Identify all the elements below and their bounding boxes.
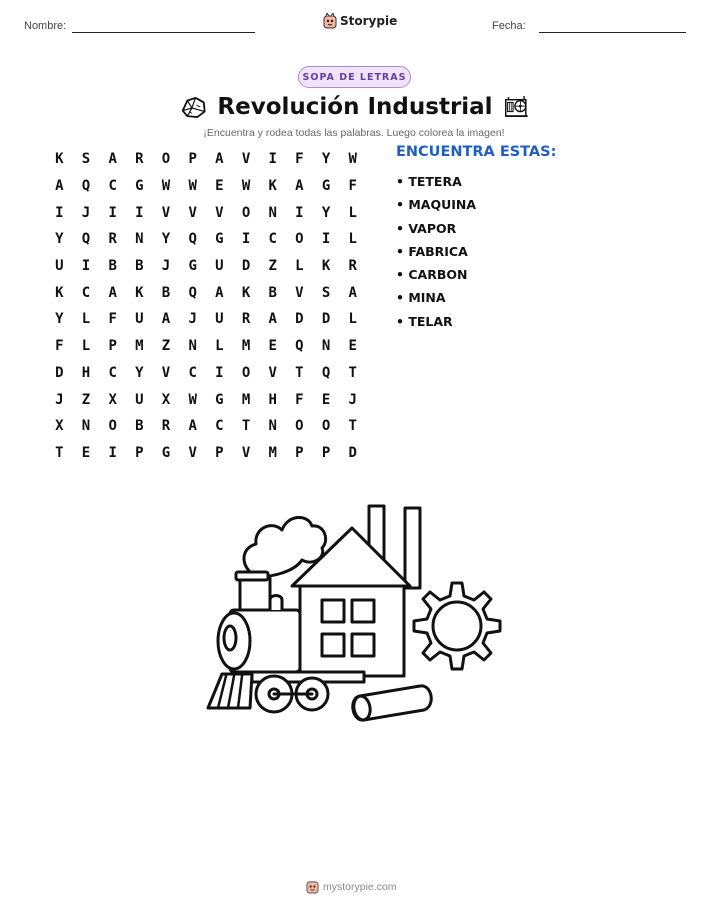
grid-cell[interactable]: K bbox=[135, 284, 144, 301]
grid-cell[interactable]: A bbox=[348, 284, 357, 301]
grid-row bbox=[46, 306, 366, 333]
storypie-logo-icon bbox=[306, 879, 319, 894]
grid-cell[interactable]: K bbox=[321, 258, 331, 275]
grid-cell[interactable]: B bbox=[161, 284, 171, 301]
grid-cell[interactable]: W bbox=[161, 178, 171, 195]
word-item: • CARBON bbox=[396, 267, 468, 283]
grid-cell[interactable]: L bbox=[81, 338, 91, 355]
grid-cell[interactable]: V bbox=[188, 444, 197, 461]
grid-cell[interactable]: N bbox=[188, 338, 197, 355]
grid-cell[interactable]: R bbox=[241, 311, 251, 328]
grid-row bbox=[46, 333, 366, 360]
grid-cell[interactable]: E bbox=[81, 444, 91, 461]
grid-cell[interactable]: J bbox=[81, 204, 91, 221]
date-line[interactable] bbox=[539, 32, 686, 33]
grid-cell[interactable]: J bbox=[188, 311, 197, 328]
grid-cell[interactable]: G bbox=[215, 391, 224, 408]
grid-row bbox=[46, 413, 366, 440]
word-item: • TETERA bbox=[396, 174, 462, 189]
grid-cell[interactable]: B bbox=[268, 284, 277, 301]
grid-cell[interactable]: U bbox=[55, 258, 64, 275]
grid-cell[interactable]: L bbox=[348, 311, 357, 328]
grid-cell[interactable]: Y bbox=[135, 364, 144, 381]
loom-icon bbox=[503, 93, 530, 121]
grid-cell[interactable]: D bbox=[295, 311, 304, 328]
grid-cell[interactable]: G bbox=[161, 444, 171, 461]
grid-cell[interactable]: Z bbox=[268, 258, 277, 275]
grid-cell[interactable]: B bbox=[108, 258, 117, 275]
grid-cell[interactable]: O bbox=[161, 151, 171, 168]
brand-name: Storypie bbox=[340, 14, 398, 28]
grid-cell[interactable]: F bbox=[295, 151, 304, 168]
grid-cell[interactable]: S bbox=[321, 284, 331, 301]
grid-cell[interactable]: X bbox=[55, 418, 64, 435]
grid-cell[interactable]: Y bbox=[321, 151, 331, 168]
grid-cell[interactable]: R bbox=[161, 418, 171, 435]
word-search-grid bbox=[46, 146, 366, 466]
grid-cell[interactable]: N bbox=[268, 204, 277, 221]
grid-cell[interactable]: C bbox=[81, 284, 91, 301]
grid-cell[interactable]: F bbox=[108, 311, 117, 328]
grid-cell[interactable]: F bbox=[295, 391, 304, 408]
grid-cell[interactable]: T bbox=[348, 418, 357, 435]
grid-cell[interactable]: I bbox=[295, 204, 304, 221]
grid-cell[interactable]: P bbox=[295, 444, 304, 461]
grid-row bbox=[46, 279, 366, 306]
chimney-right bbox=[405, 508, 420, 588]
grid-cell[interactable]: V bbox=[188, 204, 197, 221]
grid-cell[interactable]: V bbox=[161, 364, 171, 381]
word-item: • MINA bbox=[396, 290, 446, 306]
grid-cell[interactable]: S bbox=[81, 151, 91, 168]
name-label: Nombre: bbox=[24, 20, 67, 32]
grid-cell[interactable]: R bbox=[348, 258, 357, 275]
word-item: • FABRICA bbox=[396, 243, 468, 259]
grid-cell[interactable]: L bbox=[295, 258, 304, 275]
grid-cell[interactable]: P bbox=[215, 444, 224, 461]
word-list bbox=[396, 170, 476, 333]
grid-cell[interactable]: N bbox=[321, 338, 331, 355]
grid-cell[interactable]: P bbox=[321, 444, 331, 461]
grid-cell[interactable]: Y bbox=[55, 231, 64, 248]
grid-cell[interactable]: D bbox=[321, 311, 331, 328]
grid-cell[interactable]: I bbox=[108, 204, 117, 221]
grid-cell[interactable]: W bbox=[241, 178, 251, 195]
gear bbox=[414, 583, 500, 669]
grid-row bbox=[46, 226, 366, 253]
grid-cell[interactable]: I bbox=[81, 258, 91, 275]
storypie-logo-icon bbox=[323, 13, 337, 29]
grid-cell[interactable]: J bbox=[55, 391, 64, 408]
title-row bbox=[180, 89, 530, 125]
grid-cell[interactable]: X bbox=[108, 391, 117, 408]
grid-cell[interactable]: K bbox=[241, 284, 251, 301]
grid-cell[interactable]: J bbox=[348, 391, 357, 408]
grid-cell[interactable]: K bbox=[55, 151, 64, 168]
grid-cell[interactable]: Q bbox=[188, 231, 197, 248]
grid-cell[interactable]: A bbox=[268, 311, 277, 328]
grid-cell[interactable]: V bbox=[241, 444, 251, 461]
grid-cell[interactable]: U bbox=[135, 391, 144, 408]
grid-cell[interactable]: Z bbox=[161, 338, 171, 355]
grid-cell[interactable]: C bbox=[108, 364, 117, 381]
grid-cell[interactable]: A bbox=[215, 151, 224, 168]
grid-cell[interactable]: T bbox=[348, 364, 357, 381]
grid-cell[interactable]: V bbox=[295, 284, 304, 301]
grid-cell[interactable]: I bbox=[268, 151, 277, 168]
grid-cell[interactable]: A bbox=[295, 178, 304, 195]
grid-cell[interactable]: C bbox=[108, 178, 117, 195]
grid-cell[interactable]: G bbox=[135, 178, 144, 195]
grid-cell[interactable]: V bbox=[161, 204, 171, 221]
grid-cell[interactable]: R bbox=[135, 151, 144, 168]
grid-cell[interactable]: L bbox=[348, 231, 357, 248]
grid-cell[interactable]: Z bbox=[81, 391, 91, 408]
grid-cell[interactable]: E bbox=[215, 178, 224, 195]
grid-cell[interactable]: F bbox=[55, 338, 64, 355]
grid-cell[interactable]: Q bbox=[81, 231, 91, 248]
grid-cell[interactable]: H bbox=[81, 364, 91, 381]
activity-badge: SOPA DE LETRAS bbox=[298, 66, 411, 88]
grid-cell[interactable]: T bbox=[295, 364, 304, 381]
grid-cell[interactable]: M bbox=[241, 391, 251, 408]
grid-cell[interactable]: K bbox=[268, 178, 277, 195]
locomotive-cab bbox=[240, 578, 270, 610]
grid-cell[interactable]: X bbox=[161, 391, 171, 408]
word-list-title: ENCUENTRA ESTAS: bbox=[396, 144, 557, 160]
grid-cell[interactable]: G bbox=[321, 178, 331, 195]
instructions: ¡Encuentra y rodea todas las palabras. Luego colorea la imagen! bbox=[203, 127, 505, 139]
grid-cell[interactable]: P bbox=[108, 338, 117, 355]
page-title: Revolución Industrial bbox=[217, 94, 493, 120]
grid-cell[interactable]: O bbox=[108, 418, 117, 435]
grid-cell[interactable]: Q bbox=[81, 178, 91, 195]
grid-cell[interactable]: C bbox=[215, 418, 224, 435]
grid-cell[interactable]: O bbox=[321, 418, 331, 435]
grid-row bbox=[46, 173, 366, 200]
grid-cell[interactable]: I bbox=[215, 364, 224, 381]
industrial-revolution-illustration bbox=[200, 488, 510, 728]
grid-cell[interactable]: N bbox=[135, 231, 144, 248]
grid-cell[interactable]: M bbox=[135, 338, 144, 355]
grid-cell[interactable]: M bbox=[268, 444, 277, 461]
grid-cell[interactable]: I bbox=[241, 231, 251, 248]
grid-cell[interactable]: U bbox=[215, 258, 224, 275]
grid-row bbox=[46, 360, 366, 387]
grid-cell[interactable]: D bbox=[241, 258, 251, 275]
grid-row bbox=[46, 440, 366, 467]
grid-cell[interactable]: C bbox=[188, 364, 197, 381]
grid-cell[interactable]: Q bbox=[321, 364, 331, 381]
grid-cell[interactable]: V bbox=[268, 364, 277, 381]
name-line[interactable] bbox=[72, 32, 255, 33]
grid-cell[interactable]: B bbox=[135, 258, 144, 275]
grid-cell[interactable]: Y bbox=[321, 204, 331, 221]
grid-cell[interactable]: I bbox=[55, 204, 64, 221]
grid-cell[interactable]: N bbox=[81, 418, 91, 435]
grid-cell[interactable]: A bbox=[161, 311, 171, 328]
grid-cell[interactable]: I bbox=[321, 231, 331, 248]
grid-cell[interactable]: I bbox=[135, 204, 144, 221]
grid-cell[interactable]: W bbox=[348, 151, 357, 168]
grid-cell[interactable]: D bbox=[55, 364, 64, 381]
grid-cell[interactable]: L bbox=[81, 311, 91, 328]
grid-cell[interactable]: E bbox=[268, 338, 277, 355]
date-label: Fecha: bbox=[492, 20, 526, 32]
grid-cell[interactable]: Q bbox=[295, 338, 304, 355]
grid-cell[interactable]: M bbox=[241, 338, 251, 355]
grid-cell[interactable]: K bbox=[55, 284, 64, 301]
grid-cell[interactable]: B bbox=[135, 418, 144, 435]
footer-url[interactable]: mystorypie.com bbox=[323, 880, 397, 893]
grid-cell[interactable]: L bbox=[215, 338, 224, 355]
grid-cell[interactable]: V bbox=[241, 151, 251, 168]
grid-cell[interactable]: N bbox=[268, 418, 277, 435]
grid-cell[interactable]: E bbox=[321, 391, 331, 408]
grid-cell[interactable]: O bbox=[241, 204, 251, 221]
grid-cell[interactable]: P bbox=[135, 444, 144, 461]
footer bbox=[306, 879, 397, 894]
word-item: • VAPOR bbox=[396, 220, 457, 236]
grid-cell[interactable]: A bbox=[108, 284, 117, 301]
grid-cell[interactable]: O bbox=[295, 418, 304, 435]
cab-roof bbox=[236, 572, 268, 580]
grid-cell[interactable]: A bbox=[108, 151, 117, 168]
grid-row bbox=[46, 146, 366, 173]
brand-logo bbox=[323, 13, 397, 29]
grid-cell[interactable]: W bbox=[188, 178, 197, 195]
grid-cell[interactable]: Y bbox=[161, 231, 171, 248]
grid-cell[interactable]: C bbox=[268, 231, 277, 248]
grid-cell[interactable]: A bbox=[188, 418, 197, 435]
grid-cell[interactable]: A bbox=[55, 178, 64, 195]
grid-row bbox=[46, 253, 366, 280]
word-item: • TELAR bbox=[396, 313, 453, 329]
grid-cell[interactable]: F bbox=[348, 178, 357, 195]
grid-cell[interactable]: U bbox=[215, 311, 224, 328]
grid-cell[interactable]: O bbox=[295, 231, 304, 248]
grid-cell[interactable]: T bbox=[55, 444, 64, 461]
grid-row bbox=[46, 386, 366, 413]
grid-cell[interactable]: Q bbox=[188, 284, 197, 301]
grid-cell[interactable]: D bbox=[348, 444, 357, 461]
grid-cell[interactable]: V bbox=[215, 204, 224, 221]
grid-cell[interactable]: O bbox=[241, 364, 251, 381]
grid-row bbox=[46, 199, 366, 226]
grid-cell[interactable]: P bbox=[188, 151, 197, 168]
grid-cell[interactable]: L bbox=[348, 204, 357, 221]
word-item: • MAQUINA bbox=[396, 197, 477, 213]
coal-icon bbox=[180, 93, 207, 121]
grid-cell[interactable]: R bbox=[108, 231, 117, 248]
grid-cell[interactable]: J bbox=[161, 258, 171, 275]
grid-cell[interactable]: G bbox=[188, 258, 197, 275]
grid-cell[interactable]: W bbox=[188, 391, 197, 408]
grid-cell[interactable]: Y bbox=[55, 311, 64, 328]
grid-cell[interactable]: H bbox=[268, 391, 277, 408]
grid-cell[interactable]: U bbox=[135, 311, 144, 328]
grid-cell[interactable]: I bbox=[108, 444, 117, 461]
grid-cell[interactable]: A bbox=[215, 284, 224, 301]
boiler-dome bbox=[270, 596, 282, 611]
grid-cell[interactable]: E bbox=[348, 338, 357, 355]
grid-cell[interactable]: G bbox=[215, 231, 224, 248]
grid-cell[interactable]: T bbox=[241, 418, 251, 435]
